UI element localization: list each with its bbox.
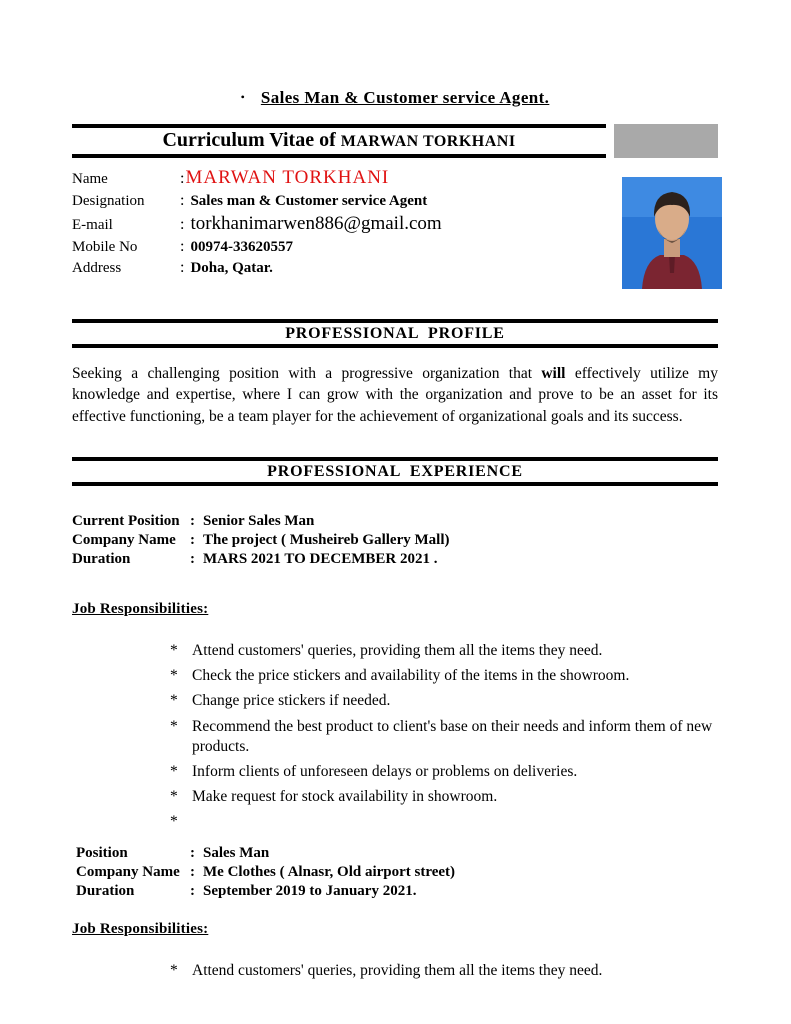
job-colon: : bbox=[190, 532, 195, 549]
profile-heading-text: PROFESSIONAL PROFILE bbox=[285, 325, 505, 342]
job-1-responsibilities-heading: Job Responsibilities: bbox=[72, 601, 209, 618]
info-colon: : bbox=[180, 216, 185, 233]
profile-text-bold: will bbox=[541, 365, 566, 382]
info-label-email: E-mail bbox=[72, 217, 113, 233]
info-row-address bbox=[72, 259, 598, 277]
info-colon: : bbox=[180, 238, 185, 255]
profile-text-after: effectively utilize my knowledge and expertise, where I can grow with the organization and prove to be an asset for its effective functioning, be a team player for the achievement of organizational goals and its success. bbox=[72, 365, 718, 425]
info-colon: : bbox=[180, 170, 185, 187]
job-2-responsibilities-list bbox=[72, 961, 718, 981]
responsibility-text: Check the price stickers and availability of the items in the showroom. bbox=[192, 667, 630, 685]
responsibility-text: Make request for stock availability in showroom. bbox=[192, 787, 498, 805]
job-1-responsibilities-list bbox=[72, 641, 718, 832]
job-value: The project ( Musheireb Gallery Mall) bbox=[203, 532, 450, 549]
job-label: Duration bbox=[76, 883, 135, 900]
responsibility-text: Recommend the best product to client's base on their needs and inform them of new products. bbox=[192, 717, 713, 755]
responsibility-item bbox=[170, 691, 718, 711]
job-row-position bbox=[72, 513, 718, 530]
profile-section-heading bbox=[72, 319, 718, 348]
info-row-designation bbox=[72, 192, 598, 210]
job-colon: : bbox=[190, 883, 195, 900]
header-bottom-bar bbox=[72, 154, 606, 158]
info-row-email bbox=[72, 213, 598, 235]
job-value: Senior Sales Man bbox=[203, 513, 315, 530]
top-bullet-line bbox=[72, 88, 718, 108]
info-colon: : bbox=[180, 192, 185, 209]
job-label: Position bbox=[76, 845, 128, 862]
asterisk-bullet-icon: * bbox=[170, 962, 178, 980]
job-block-1 bbox=[72, 513, 718, 832]
job-2-responsibilities-heading: Job Responsibilities: bbox=[72, 921, 209, 938]
info-label-mobile: Mobile No bbox=[72, 239, 138, 255]
job-1-details bbox=[72, 513, 718, 568]
asterisk-bullet-icon: * bbox=[170, 667, 178, 685]
cv-header-title-area bbox=[72, 124, 606, 158]
job-row-duration bbox=[72, 551, 718, 568]
header-title bbox=[72, 128, 606, 154]
responsibility-item-empty bbox=[170, 812, 718, 832]
job-label: Company Name bbox=[72, 532, 176, 549]
job-row-company bbox=[72, 864, 718, 881]
asterisk-bullet-icon: * bbox=[170, 642, 178, 660]
info-label-address: Address bbox=[72, 260, 122, 276]
job-value: Me Clothes ( Alnasr, Old airport street) bbox=[203, 864, 456, 881]
responsibility-text bbox=[192, 812, 718, 832]
cv-header bbox=[72, 124, 718, 158]
responsibility-text: Change price stickers if needed. bbox=[192, 692, 391, 710]
job-block-2 bbox=[72, 845, 718, 981]
job-value: September 2019 to January 2021. bbox=[203, 883, 417, 900]
job-colon: : bbox=[190, 513, 195, 530]
job-label: Company Name bbox=[76, 864, 180, 881]
header-title-name: MARWAN TORKHANI bbox=[340, 133, 516, 150]
info-label-designation: Designation bbox=[72, 193, 145, 209]
responsibility-text: Attend customers' queries, providing them all the items they need. bbox=[192, 962, 603, 980]
asterisk-bullet-icon: * bbox=[170, 717, 178, 735]
header-gray-block bbox=[614, 124, 718, 158]
experience-heading-text: PROFESSIONAL EXPERIENCE bbox=[267, 463, 523, 481]
info-row-mobile bbox=[72, 238, 598, 256]
info-value-address: Doha, Qatar. bbox=[190, 260, 273, 276]
job-row-duration bbox=[72, 883, 718, 900]
experience-section-heading bbox=[72, 457, 718, 486]
personal-info-section bbox=[72, 167, 718, 289]
responsibility-item bbox=[170, 717, 718, 757]
profile-heading-bottom-bar bbox=[72, 344, 718, 348]
profile-paragraph bbox=[72, 363, 718, 427]
info-label-name: Name bbox=[72, 171, 108, 187]
responsibility-item bbox=[170, 762, 718, 782]
responsibility-item bbox=[170, 666, 718, 686]
job-label: Duration bbox=[72, 551, 131, 568]
job-colon: : bbox=[190, 845, 195, 862]
responsibility-item bbox=[170, 961, 718, 981]
job-2-details bbox=[72, 845, 718, 900]
portrait-photo bbox=[622, 177, 722, 289]
top-bullet-text: Sales Man & Customer service Agent. bbox=[260, 88, 550, 107]
asterisk-bullet-icon: * bbox=[170, 762, 178, 780]
experience-heading-bottom-bar bbox=[72, 482, 718, 486]
info-value-mobile: 00974-33620557 bbox=[190, 239, 293, 255]
job-label: Current Position bbox=[72, 513, 180, 530]
asterisk-bullet-icon: * bbox=[170, 787, 178, 805]
responsibility-item bbox=[170, 787, 718, 807]
info-value-email: torkhanimarwen886@gmail.com bbox=[190, 213, 442, 234]
info-colon: : bbox=[180, 259, 185, 276]
job-value: MARS 2021 TO DECEMBER 2021 . bbox=[203, 551, 438, 568]
job-colon: : bbox=[190, 551, 195, 568]
bullet-dot-icon: • bbox=[240, 90, 245, 104]
header-title-prefix: Curriculum Vitae of bbox=[162, 129, 341, 151]
responsibility-text: Attend customers' queries, providing them all the items they need. bbox=[192, 642, 603, 660]
asterisk-bullet-icon: * bbox=[170, 692, 178, 710]
job-row-company bbox=[72, 532, 718, 549]
info-value-designation: Sales man & Customer service Agent bbox=[190, 193, 428, 209]
profile-text-before: Seeking a challenging position with a progressive organization that bbox=[72, 365, 542, 382]
job-value: Sales Man bbox=[203, 845, 270, 862]
info-row-name bbox=[72, 167, 598, 189]
responsibility-item bbox=[170, 641, 718, 661]
info-value-name: MARWAN TORKHANI bbox=[185, 167, 390, 188]
job-row-position bbox=[72, 845, 718, 862]
job-colon: : bbox=[190, 864, 195, 881]
responsibility-text: Inform clients of unforeseen delays or problems on deliveries. bbox=[192, 762, 578, 780]
asterisk-bullet-icon: * bbox=[170, 813, 178, 831]
